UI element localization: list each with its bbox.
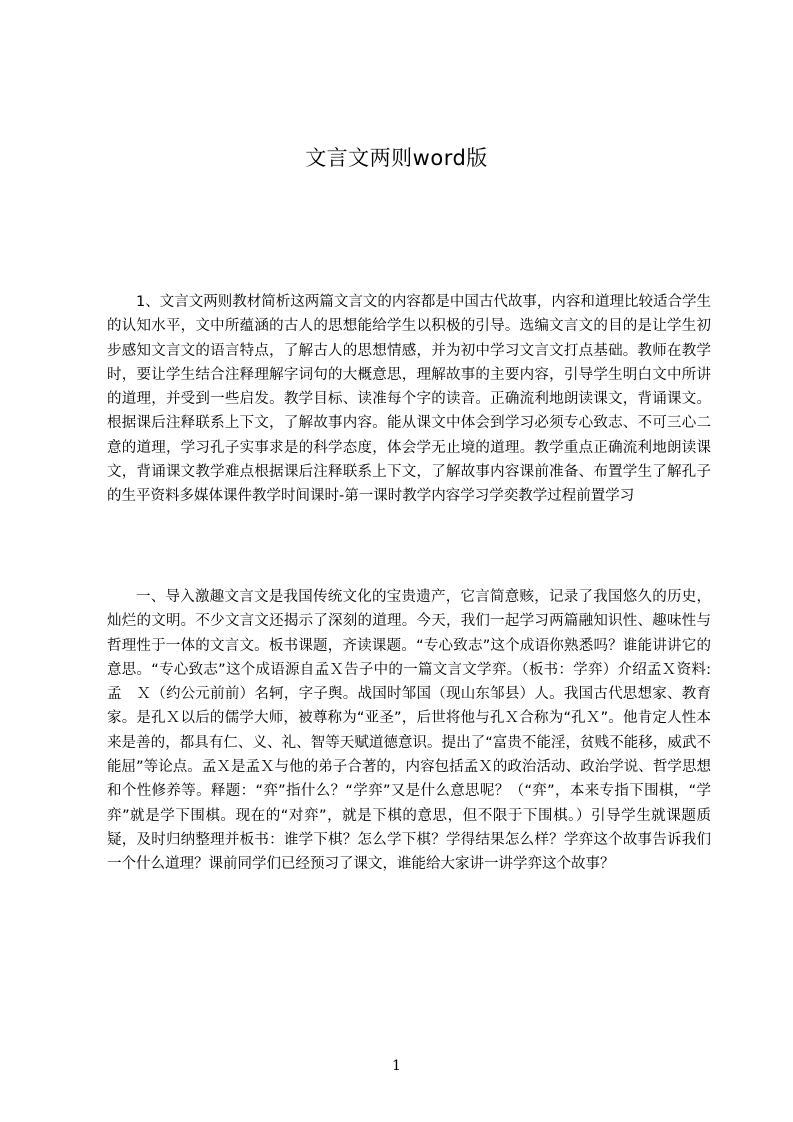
document-title: 文言文两则word版 [305,146,488,170]
body-paragraph: 一、导入激趣文言文是我国传统文化的宝贵遗产，它言简意赅，记录了我国悠久的历史，灿烂的文明。不少文言文还揭示了深刻的道理。今天，我们一起学习两篇融知识性、趣味性与哲理性于一体的文言文。板书课题，齐读课题。“专心致志”这个成语你熟悉吗？谁能讲讲它的意思。“专心致志”这个成语源自孟Ｘ告子中的一篇文言文学弈。（板书：学弈）介绍孟Ｘ资料:孟 Ｘ（约公元前前）名轲，字子舆。战国时邹国（现山东邹县）人。我国古代思想家、教育家。是孔Ｘ以后的儒学大师，被尊称为“亚圣”，后世将他与孔Ｘ合称为“孔Ｘ”。他肯定人性本来是善的，都具有仁、义、礼、智等天赋道德意识。提出了“富贵不能淫，贫贱不能移，威武不能屈”等论点。孟Ｘ是孟Ｘ与他的弟子合著的，内容包括孟Ｘ的政治活动、政治学说、哲学思想和个性修养等。释题：“弈”指什么？“学弈”又是什么意思呢？（“弈”，本来专指下围棋，“学弈”就是学下围棋。现在的“对弈”，就是下棋的意思，但不限于下围棋。）引导学生就课题质疑，及时归纳整理并板书：谁学下棋？怎么学下棋？学得结果怎么样？学弈这个故事告诉我们一个什么道理？课前同学们已经预习了课文，谁能给大家讲一讲学弈这个故事？ [107,589,711,873]
body-paragraph: 1、文言文两则教材简析这两篇文言文的内容都是中国古代故事，内容和道理比较适合学生的认知水平，文中所蕴涵的古人的思想能给学生以积极的引导。选编文言文的目的是让学生初步感知文言文的语言特点，了解古人的思想情感，并为初中学习文言文打点基础。教师在教学时，要让学生结合注释理解字词句的大概意思，理解故事的主要内容，引导学生明白文中所讲的道理，并受到一些启发。教学目标、读准每个字的读音。正确流利地朗读课文，背诵课文。根据课后注释联系上下文，了解故事内容。能从课文中体会到学习必须专心致志、不可三心二意的道理，学习孔子实事求是的科学态度，体会学无止境的道理。教学重点正确流利地朗读课文，背诵课文教学难点根据课后注释联系上下文，了解故事内容课前准备、布置学生了解孔子的生平资料多媒体课件教学时间课时-第一课时教学内容学习学奕教学过程前置学习 [107,294,711,505]
page-number: 1 [392,1058,401,1074]
